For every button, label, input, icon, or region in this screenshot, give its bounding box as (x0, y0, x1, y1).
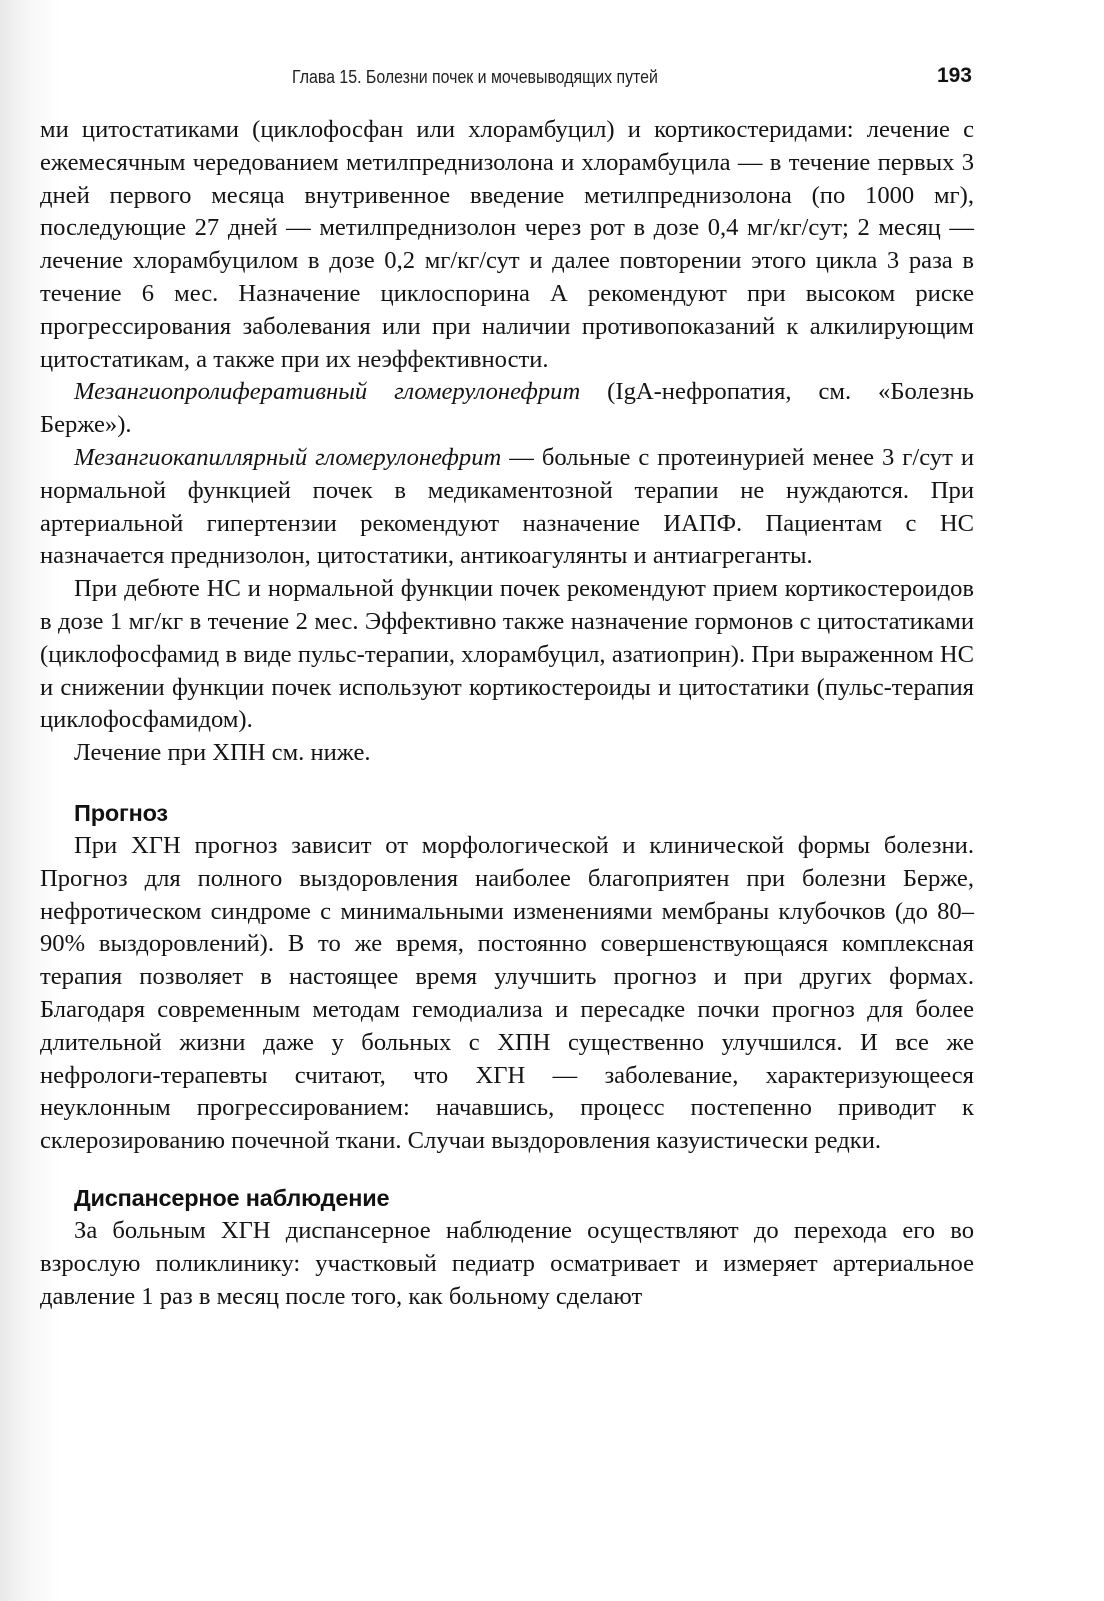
paragraph-text: (IgA-нефропатия, см. «Болезнь Берже»). (40, 378, 974, 439)
paragraph-treatment-continued: ми цитостатиками (циклофосфан или хлорамбуцил) и кортикостеридами: лечение с ежемесячным чередованием метилпреднизолона и хлорамбуцила — в течение первых 3 дней первого месяца внутривенное введение метилпреднизолона (по 1000 мг), последующие 27 дней — метилпреднизолон через рот в дозе 0,4 мг/кг/сут; 2 месяц — лечение хлорамбуцилом в дозе 0,2 мг/кг/сут и далее повторении этого цикла 3 раза в течение 6 мес. Назначение циклоспорина А рекомендуют при высоком риске прогрессирования заболевания или при наличии противопоказаний к алкилирующим цитостатикам, а также при их неэффективности. (40, 116, 974, 373)
paragraph-text: — больные с протеинурией менее 3 г/сут и нормальной функцией почек в медикаментозной терапии не нуждаются. При артериальной гипертензии рекомендуют назначение ИАПФ. Пациентам с НС назначается преднизолон, цитостатики, антикоагулянты и антиагреганты. (40, 443, 974, 570)
running-header (40, 62, 972, 92)
paragraph-mesangiocapillary (40, 442, 974, 573)
section-heading-prognosis: Прогноз (74, 799, 168, 826)
paragraph-dispensary: За больным ХГН диспансерное наблюдение осуществляют до перехода его во взрослую поликлинику: участковый педиатр осматривает и измеряет артериальное давление 1 раз в месяц после того, как больному сделают (40, 1216, 974, 1310)
chapter-title: Глава 15. Болезни почек и мочевыводящих путей (292, 66, 658, 87)
term-mesangioproliferative: Мезангиопролиферативный гломерулонефрит (74, 378, 581, 406)
page-number: 193 (936, 64, 972, 87)
paragraph-chronic-renal-failure: Лечение при ХПН см. ниже. (74, 739, 371, 767)
section-heading-dispensary: Диспансерное наблюдение (74, 1184, 390, 1211)
paragraph-ns-debut: При дебюте НС и нормальной функции почек рекомендуют прием кортикостероидов в дозе 1 мг/кг в течение 2 мес. Эффективно также назначение гормонов с цитостатиками (циклофосфамид в виде пульс-терапии, хлорамбуцил, азатиоприн). При выраженном НС и снижении функции почек используют кортикостероиды и цитостатики (пульс-терапия циклофосфамидом). (40, 575, 974, 734)
paragraph-prognosis: При ХГН прогноз зависит от морфологической и клинической формы болезни. Прогноз для полного выздоровления наиболее благоприятен при болезни Берже, нефротическом синдроме с минимальными изменениями мембраны клубочков (до 80–90% выздоровлений). В то же время, постоянно совершенствующаяся комплексная терапия позволяет в настоящее время улучшить прогноз и при других формах. Благодаря современным методам гемодиализа и пересадке почки прогноз для более длительной жизни даже у больных с ХПН существенно улучшился. И все же нефрологи-терапевты считают, что ХГН — заболевание, характеризующееся неуклонным прогрессированием: начавшись, процесс постепенно приводит к склерозированию почечной ткани. Случаи выздоровления казуистически редки. (40, 831, 974, 1155)
term-mesangiocapillary: Мезангиокапиллярный гломерулонефрит (74, 443, 502, 471)
page-body (40, 114, 974, 1313)
paragraph-mesangioproliferative (40, 376, 974, 442)
